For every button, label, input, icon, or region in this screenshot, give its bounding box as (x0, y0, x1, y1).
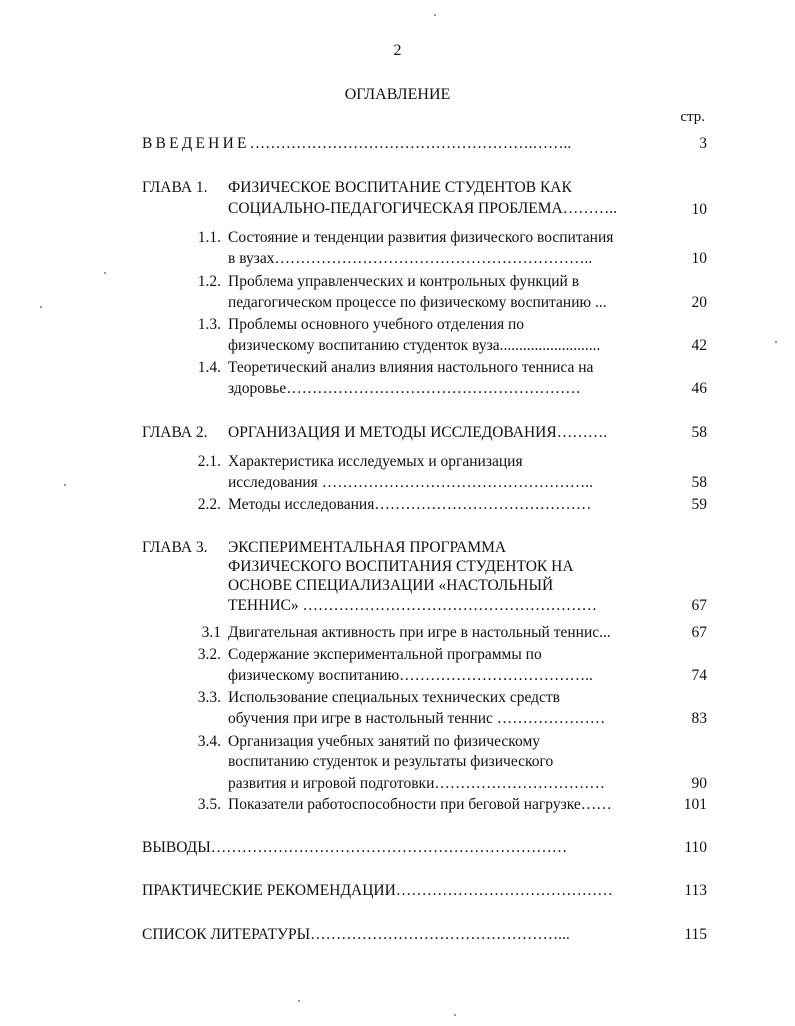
chapter-2-title: ОРГАНИЗАЦИЯ И МЕТОДЫ ИССЛЕДОВАНИЯ………. (228, 424, 608, 441)
chapter-1-label: ГЛАВА 1. (142, 179, 208, 196)
chapter-1-title-line2: СОЦИАЛЬНО-ПЕДАГОГИЧЕСКАЯ ПРОБЛЕМА……….. (228, 200, 617, 217)
chapter-3-title-line2: ФИЗИЧЕСКОГО ВОСПИТАНИЯ СТУДЕНТОК НА (228, 558, 574, 575)
section-3-3-number: 3.3. (197, 689, 221, 706)
section-3-5-line1: Показатели работоспособности при беговой нагрузке…… (228, 796, 612, 813)
chapter-2-page: 58 (691, 424, 707, 441)
section-3-5-page: 101 (683, 796, 707, 813)
section-1-1-line2: в вузах…………………………………………………….. (228, 250, 593, 267)
intro-leader: ……………………………………………….…….. (249, 135, 572, 152)
scan-speck (40, 306, 42, 308)
section-3-1-line1: Двигательная активность при игре в настольный теннис... (228, 624, 611, 641)
section-3-2-line2: физическому воспитанию……………………………….. (228, 667, 593, 684)
conclusions-page: 110 (684, 839, 707, 856)
section-1-2-line1: Проблема управленческих и контрольных функций в (228, 273, 580, 290)
scan-speck (64, 484, 66, 486)
section-1-3-line1: Проблемы основного учебного отделения по (228, 316, 525, 333)
section-2-1-number: 2.1. (197, 453, 221, 470)
toc-entry-references: СПИСОК ЛИТЕРАТУРЫ…………………………………………... (142, 926, 570, 943)
scan-speck (434, 14, 436, 16)
section-1-3-page: 42 (691, 337, 707, 354)
chapter-2-label: ГЛАВА 2. (142, 424, 208, 441)
toc-entry-intro (142, 135, 571, 153)
toc-entry-recommendations: ПРАКТИЧЕСКИЕ РЕКОМЕНДАЦИИ…………………………………… (142, 882, 613, 899)
chapter-3-title-line1: ЭКСПЕРИМЕНТАЛЬНАЯ ПРОГРАММА (228, 539, 507, 556)
section-2-2-page: 59 (691, 496, 707, 513)
toc-entry-conclusions: ВЫВОДЫ…………………………………………………………… (142, 839, 568, 856)
section-3-3-page: 83 (691, 710, 707, 727)
intro-page: 3 (699, 135, 707, 152)
chapter-3-title-line4: ТЕННИС» ………………………………………………… (228, 597, 597, 614)
section-3-4-line2: воспитанию студенток и результаты физического (228, 753, 554, 770)
chapter-1-page: 10 (691, 201, 707, 218)
section-2-1-line2: исследования …………………………………………….. (228, 474, 593, 491)
scan-speck (104, 272, 106, 274)
section-3-2-page: 74 (691, 667, 707, 684)
section-3-3-line1: Использование специальных технических средств (228, 689, 560, 706)
section-3-2-line1: Содержание экспериментальной программы по (228, 646, 542, 663)
section-2-1-line1: Характеристика исследуемых и организация (228, 453, 523, 470)
section-3-4-line1: Организация учебных занятий по физическому (228, 733, 541, 750)
section-3-1-page: 67 (691, 624, 707, 641)
section-3-4-page: 90 (691, 775, 707, 792)
section-1-1-number: 1.1. (197, 229, 221, 246)
section-2-2-number: 2.2. (197, 496, 221, 513)
recommendations-page: 113 (684, 882, 707, 899)
section-3-3-line2: обучения при игре в настольный теннис ………………… (228, 710, 606, 727)
chapter-1-title-line1: ФИЗИЧЕСКОЕ ВОСПИТАНИЕ СТУДЕНТОВ КАК (228, 179, 572, 196)
section-1-2-number: 1.2. (197, 273, 221, 290)
section-1-4-page: 46 (691, 380, 707, 397)
chapter-3-title-line3: ОСНОВЕ СПЕЦИАЛИЗАЦИИ «НАСТОЛЬНЫЙ (228, 577, 554, 594)
scan-speck (454, 1014, 456, 1016)
page-title: ОГЛАВЛЕНИЕ (344, 86, 451, 103)
section-1-2-line2: педагогическом процессе по физическому воспитанию ... (228, 294, 607, 311)
section-1-3-number: 1.3. (197, 316, 221, 333)
section-2-2-line1: Методы исследования…………………………………… (228, 496, 592, 513)
section-3-1-number: 3.1 (201, 624, 221, 641)
page-column-header: стр. (680, 109, 705, 125)
intro-title: ВВЕДЕНИЕ (142, 135, 250, 152)
section-1-1-page: 10 (691, 250, 707, 267)
section-1-2-page: 20 (691, 294, 707, 311)
chapter-3-page: 67 (691, 597, 707, 614)
section-2-1-page: 58 (691, 474, 707, 491)
section-3-2-number: 3.2. (197, 646, 221, 663)
references-page: 115 (684, 926, 707, 943)
scan-speck (298, 1000, 300, 1002)
section-3-4-line3: развития и игровой подготовки…………………………… (228, 775, 605, 792)
section-1-4-number: 1.4. (197, 359, 221, 376)
section-3-4-number: 3.4. (197, 733, 221, 750)
section-1-1-line1: Состояние и тенденции развития физического воспитания (228, 229, 614, 246)
chapter-3-label: ГЛАВА 3. (142, 539, 208, 556)
section-1-3-line2: физическому воспитанию студенток вуза.......................... (228, 337, 601, 354)
page-number: 2 (393, 42, 402, 59)
section-1-4-line2: здоровье………………………………………………… (228, 380, 581, 397)
section-1-4-line1: Теоретический анализ влияния настольного тенниса на (228, 359, 594, 376)
scan-speck (775, 341, 777, 343)
section-3-5-number: 3.5. (197, 796, 221, 813)
